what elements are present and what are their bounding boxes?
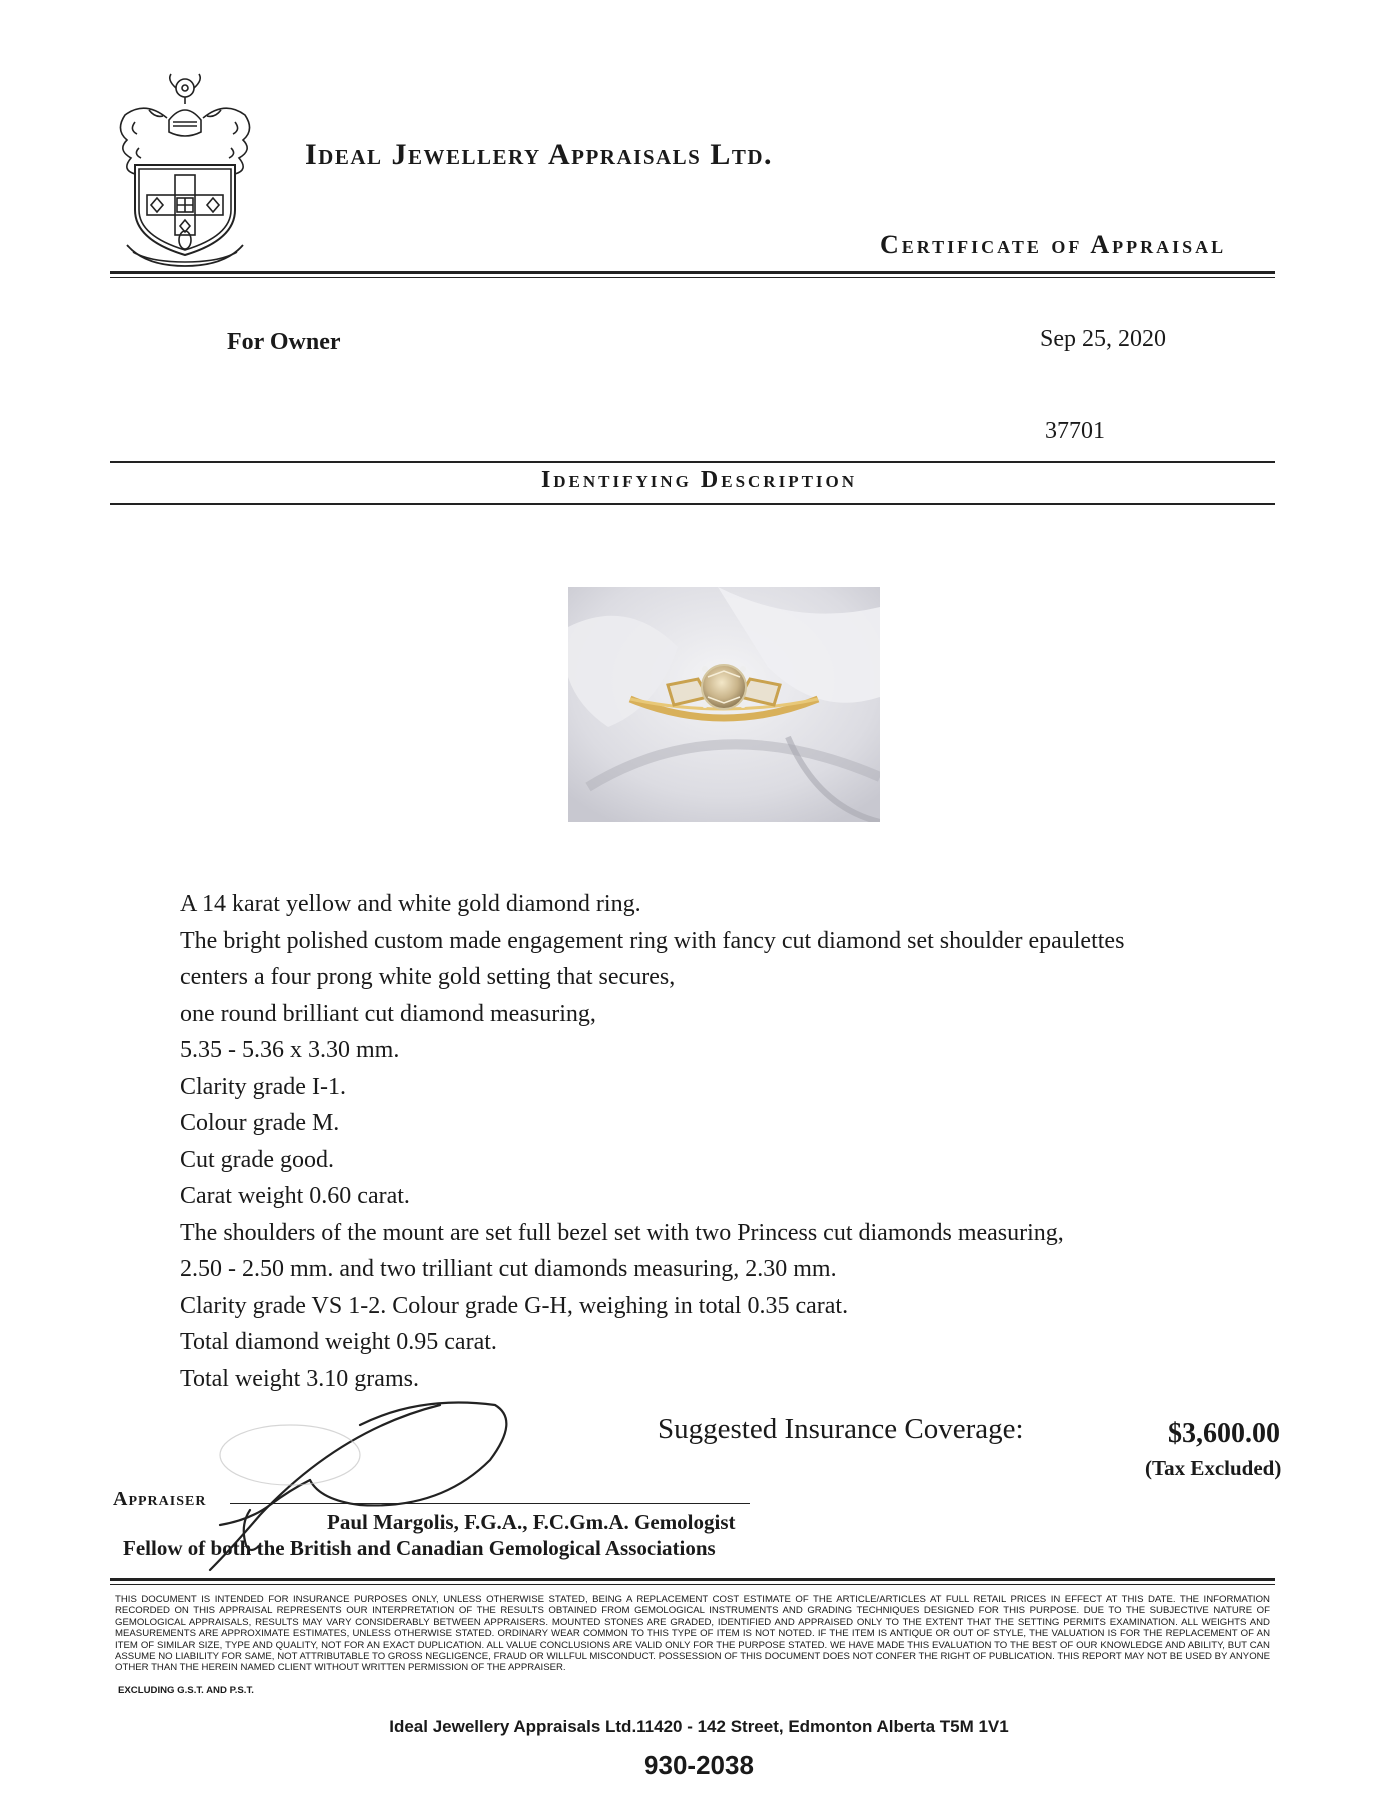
- description-line: Clarity grade I-1.: [180, 1073, 346, 1100]
- disclaimer-rule-thick: [110, 1578, 1275, 1581]
- description-line: Cut grade good.: [180, 1146, 334, 1173]
- tax-exclusion-note: EXCLUDING G.S.T. AND P.S.T.: [118, 1685, 254, 1696]
- header-rule-thick: [110, 271, 1275, 274]
- description-line: Total weight 3.10 grams.: [180, 1365, 419, 1392]
- description-line: A 14 karat yellow and white gold diamond ring.: [180, 891, 641, 917]
- disclaimer-rule-thin: [110, 1584, 1275, 1585]
- description-line: Colour grade M.: [180, 1110, 340, 1136]
- appraiser-label: Appraiser: [113, 1488, 207, 1510]
- tax-note: (Tax Excluded): [1145, 1456, 1282, 1480]
- certificate-title: Certificate of Appraisal: [880, 230, 1227, 259]
- owner-label: For Owner: [227, 329, 341, 355]
- section-title: Identifying Description: [540, 467, 858, 493]
- description-line: 2.50 - 2.50 mm. and two trilliant cut diamonds measuring, 2.30 mm.: [180, 1256, 837, 1282]
- description-line: The shoulders of the mount are set full bezel set with two Princess cut diamonds measuring,: [180, 1219, 1064, 1246]
- description-line: The bright polished custom made engagement ring with fancy cut diamond set shoulder epaulettes: [180, 927, 1125, 954]
- appraiser-name: Paul Margolis, F.G.A., F.C.Gm.A. Gemologist: [327, 1510, 736, 1534]
- description-block: [180, 886, 1124, 1397]
- description-line: one round brilliant cut diamond measuring,: [180, 1000, 596, 1027]
- description-line: centers a four prong white gold setting that secures,: [180, 964, 676, 990]
- description-line: Total diamond weight 0.95 carat.: [180, 1329, 497, 1355]
- header-rule-thin: [110, 277, 1275, 278]
- description-line: Carat weight 0.60 carat.: [180, 1183, 410, 1209]
- ring-photo: [568, 587, 880, 822]
- footer-address: Ideal Jewellery Appraisals Ltd.11420 - 142 Street, Edmonton Alberta T5M 1V1: [389, 1717, 1009, 1736]
- company-name: Ideal Jewellery Appraisals Ltd.: [305, 138, 774, 171]
- section-rule-bottom: [110, 503, 1275, 505]
- section-rule-top: [110, 461, 1275, 463]
- coverage-amount: $3,600.00: [1168, 1418, 1280, 1449]
- description-line: Clarity grade VS 1-2. Colour grade G-H, weighing in total 0.35 carat.: [180, 1292, 849, 1319]
- footer-phone: 930-2038: [644, 1750, 754, 1780]
- coat-of-arms-crest-icon: [105, 70, 265, 270]
- coverage-label: Suggested Insurance Coverage:: [658, 1413, 1024, 1445]
- appraiser-fellowship: Fellow of both the British and Canadian Gemological Associations: [123, 1536, 716, 1560]
- description-line: 5.35 - 5.36 x 3.30 mm.: [180, 1037, 400, 1063]
- handwritten-signature-icon: [190, 1385, 520, 1575]
- disclaimer-text: THIS DOCUMENT IS INTENDED FOR INSURANCE PURPOSES ONLY, UNLESS OTHERWISE STATED, BEING A REPLACEMENT COST ESTIMATE OF THE ARTICLE/ARTICLES AT FULL RETAIL PRICES IN EFFECT AT THIS DATE. THE INFORMATION RECORDED ON THIS APPRAISAL REPRESENTS OUR INTERPRETATION OF THE RESULTS OBTAINED FROM GEMOLOGICAL INSTRUMENTS AND GRADING TECHNIQUES DESIGNED FOR THIS PURPOSE. DUE TO THE SUBJECTIVE NATURE OF GEMOLOGICAL APPRAISALS, RESULTS MAY VARY CONSIDERABLY BETWEEN APPRAISERS. MOUNTED STONES ARE GRADED, IDENTIFIED AND APPRAISED ONLY TO THE EXTENT THAT THE SETTING PERMITS EXAMINATION. ALL WEIGHTS AND MEASUREMENTS ARE APPROXIMATE ESTIMATES, UNLESS OTHERWISE STATED. ORDINARY WEAR COMMON TO THIS TYPE OF ITEM IS NOT NOTED. IF THE ITEM IS ANTIQUE OR OUT OF STYLE, THE VALUATION IS FOR THE REPLACEMENT OF AN ITEM OF SIMILAR SIZE, TYPE AND QUALITY, NOT FOR AN EXACT DUPLICATION. ALL VALUE CONCLUSIONS ARE VALID ONLY FOR THE PURPOSE STATED. WE HAVE MADE THIS EVALUATION TO THE BEST OF OUR KNOWLEDGE AND ABILITY, BUT CAN ASSUME NO LIABILITY FOR SAME, NOT ATTRIBUTABLE TO GROSS NEGLIGENCE, FRAUD OR WILLFUL MISCONDUCT. POSSESSION OF THIS DOCUMENT DOES NOT CONFER THE RIGHT OF PUBLICATION. THIS REPORT MAY NOT BE USED BY ANYONE OTHER THAN THE HEREIN NAMED CLIENT WITHOUT WRITTEN PERMISSION OF THE APPRAISER.: [115, 1594, 1270, 1674]
- reference-number: 37701: [1045, 418, 1105, 444]
- appraisal-date: Sep 25, 2020: [1040, 326, 1166, 352]
